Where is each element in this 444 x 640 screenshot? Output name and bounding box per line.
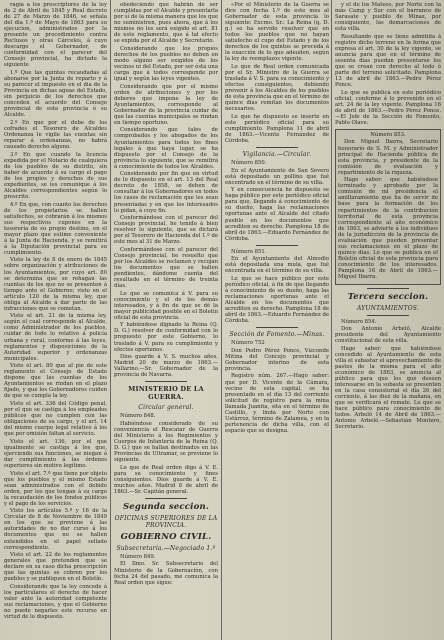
section-separator <box>256 245 298 246</box>
paragraph: Visto el art. 22 de los reglamentos generales que pretenden que se declare en su caso dicha prescripción que las quintas se cobren por los pueblos y se publiquen en el Boletín. <box>4 552 107 583</box>
paragraph: Lo que he dispuesto se inserte en este periódico oficial para su cumplimiento. Pamplona 11 de abril de 1863.—Vicente Fernández de Córdoba. <box>225 113 329 145</box>
paragraph: Considerando que por el mismo orden de atribuciones y por los deberes que impone la ley de Ayuntamientos, corresponde al Gobernador de la provincia cuidar de que las cuentas municipales se rindan en tiempo oportuno. <box>114 83 218 126</box>
paragraph: 1.º Que las quintas recaudadas al abonarse por la Junta de reparto y á su parecer el impuesto en el dia de la Provincia en dichas aguas del Estado, sin perjuicio de los derechos que conceden el acuerdo del Consejo provincial de esta provincia ó su Alcalde. <box>4 70 107 119</box>
paragraph: Don Pedro Pérez Ponce, Vizconde Mitina del Concejo provincial y Gobernador interino de esta provincia. <box>225 347 329 372</box>
notice-number: Número 853. <box>370 131 406 138</box>
paragraph: Conformándose con el parecer del Consejo provincial, he tenido á bien resolver lo siguiente, que se dictará por el Tesorero de Hacienda del 1.º de este mes al 31 de Marzo. <box>114 215 218 246</box>
paragraph: Registro núm. 267.—Hago saber: que por D. Vicente de la Cámara, vecino de esta capital, se ha presentado en el día 13 del corriente solicitud de registro para la mina llamada Juanita, sita en el término de Castillo, y linda por Norte con Ustárroz, término de Zalamea, y en la pertenencia de dicha villa, con el espacio que se designa. <box>225 373 329 434</box>
paragraph: En el Ayuntamiento de San Severo está depositado un pollino que fué encontrado en el término de su villa. <box>225 167 329 186</box>
paragraph: y el de los Mateos, por Norte con la más Camp y Sur con el barranco de Sarasate y pueblo de Minaz, por consiguiente, las demarcaciones de esta villa. <box>335 2 441 33</box>
paragraph: Considerando que tales de comprobados y los abogados de los Ayuntamientos para todos los fines legales á que haya lugar, se ha dispuesto por el Consejo de la provincia lo siguiente, que se remitirá á conocimiento de todos los Alcaldes. <box>114 127 218 170</box>
paragraph: Visto el art. 336 del Código penal, por el que se castiga á los empleados públicos que no cumplen con las obligaciones de su cargo, y el art. 14 del mismo cuerpo legal relativo á los que por omisión faltan al servicio. <box>4 401 107 438</box>
section-heading: Vigilancia.—Circular. <box>242 151 312 159</box>
paragraph: Número 851. <box>231 248 267 255</box>
column-rule <box>221 0 222 640</box>
paragraph: El Ilmo. Sr. Subsecretario del Ministerio de la Gobernación, con fecha 24 del pasado, me comunica la Real orden que sigue: <box>114 561 218 586</box>
paragraph: 4.º En que, con cuanto los derechos de los propietarios se hallen satisfechos, se cobrarán á los mismos sus respectivos cupones en la tesorería de su propio destino, en el mayor plazo que estime conveniente á la Junta de Hacienda, y se remitirá á la Diputación provincial para su cumplimiento. <box>4 201 107 256</box>
column-2 <box>114 2 218 640</box>
paragraph: Lo que se publica en este periódico oficial, conforme á lo prevenido en el art. 24 de la ley vigente. Pamplona 16 de abril de 1863.—Pedro Pérez Ponce.—El Jefe de la Sección de Fomento, Pablo Olave. <box>335 89 441 126</box>
paragraph: Número 854. <box>341 318 377 325</box>
section-heading: AYUNTAMIENTOS. <box>356 304 420 312</box>
section-heading: Subsecretaría.—Negociado 1.º <box>116 544 216 552</box>
paragraph: Hago saber: que habiéndose terminado y aprobado por la comisión de mi presidencia el amillaramiento que ha de servir de base para la formación de los repartimientos de la contribución territorial de esta provincia correspondiente al año económico de 1863, se advierte á los individuos de la jurisdicción de la provincia de evaluación que pueden presentar sus reclamaciones en el plazo de quince días. Lo que se publica en el Boletín oficial de esta provincia para conocimiento de los interesados. Pamplona 16 de Abril de 1863.—Miguel Ibarra. <box>338 177 438 281</box>
section-separator <box>256 147 298 148</box>
paragraph: ragia a los prescriptores de la ley de 2 de Abril de 1845 y Real decreto de 27 de Marzo de 1846, se señala del dia 1.º de Mayo de 1863 para su ejecucion, administrados por la presente un procedimiento contra Reclusos y otras Cárceles, á cuyo descargo el Gobernador, de conformidad con el parecer del Consejo provincial, ha dictado la siguiente <box>4 2 107 69</box>
paragraph: Visto los artículos 5.º y 16 de la Circular de 8 de Noviembre de 1849 en los que se previene á las autoridades de no dar curso á los documentos que no se hallen extendidos en el papel sellado correspondiente. <box>4 508 107 551</box>
paragraph: Considerando que los propios derechos de los pueblos no deben en modo alguno ser exigidos de los vecinos ni del Estado, por ser ésta una carga que á todos corresponde por igual y según las leyes vigentes. <box>114 45 218 83</box>
paragraph: Hago saber: que habiéndose concedido al Ayuntamiento de esta villa el subastar el aprovechamiento de pastos de la misma para el año económico de 1863, se anuncia al público para que los que deseen interesarse en la subasta se presenten en la casa consistorial el día 26 del corriente, á las diez de la mañana, en que se verificará el remate. Lo que se hace público para conocimiento de todos. Arbeló 14 de Abril de 1863.—Antonio Arbeló.—Sebastián Montero, Secretario. <box>335 345 441 431</box>
section-heading: GOBIERNO CIVIL. <box>120 531 212 542</box>
paragraph: Número 849. <box>120 553 156 560</box>
notice-box <box>335 129 441 285</box>
section-heading: OFICINAS SUPERIORES DE LA PROVINCIA. <box>114 514 218 529</box>
paragraph: Considerando que la ley concede á los particulares el derecho de hacer valer ante la autoridad competente sus reclamaciones, y que el Gobierno no puede negarles este recurso en virtud de lo dispuesto. <box>4 583 107 621</box>
column-rule <box>110 0 111 640</box>
section-heading: Tercera seccion. <box>347 291 429 302</box>
paragraph: Habiéndose considerado de su conveniencia el Rescatar de Guerra del Ministerio á los Regimientos y Cuerpos de Infantería de la Reina (Q. D. G.) que se hallan destinados en las Provincias de Ultramar, se previene lo siguiente. <box>114 420 218 464</box>
paragraph: Visto la ley de 8 de enero de 1845 sobre organización y atribuciones de los Ayuntamientos, por cuyo art. 80 se determina que se rehagan las cuentas de los que no se presenten á tiempo ante el Gobierno; visto en el artículo 120 de la misma ley, que obliga al Alcalde á dar parte de las infracciones que se cometan. <box>4 257 107 312</box>
section-separator <box>367 315 409 316</box>
column-3 <box>225 2 329 640</box>
paragraph: 2.º En que por el debe de los cofrades el Tesorero de Alcaldes Ordenanza le vigile las cuentas sin reparar á ordenanzas, no habrá causado derecho alguno. <box>4 119 107 151</box>
section-separator <box>367 288 409 289</box>
paragraph: En el Ayuntamiento del Almodio está depositada una mula, que fué encontrada en el término de su villa. <box>225 256 329 275</box>
paragraph: 3.º En que cuando la licencia expedida por el Notario de cualquiera de los pueblos de su distrito, sin haber de acuerdo á su cargo el pago de los propios y derechos de sus expedientes, se les comunique á los Alcaldes correspondientes según lo prescrito. <box>4 151 107 200</box>
paragraph: Don Miguel Ibarra, Secretario honorario de S. M. y Administrador principal de Hacienda pública de esta provincia, y presidente de la comisión de evaluación y repartimiento de la riqueza. <box>338 139 438 176</box>
section-separator <box>256 327 298 328</box>
paragraph: Don Antonio Arbeló, Alcalde presidente del Ayuntamiento constitucional de esta villa. <box>335 326 441 345</box>
paragraph: Número 752 <box>231 340 265 347</box>
paragraph: Resultando que se tiene admitida á registro dicho terreno en la forma que expresa el art. 30 de la ley vigente, se anuncia para que en el término de sesenta días puedan presentarse los que se crean con derecho al todo ó parte del terreno solicitado. Pamplona 13 de abril de 1863.—Pedro Pérez Ponce. <box>335 33 441 89</box>
section-heading: Segunda seccion. <box>122 501 210 512</box>
paragraph: Visto el art. 136, por el que igualmente se castiga á los que, ejerciendo sus funciones, se niegan á dar cumplimiento á las órdenes superiores sin motivo legítimo. <box>4 438 107 469</box>
paragraph: Visto el art. 7.º que tiene por objeto que los pueblos y el mismo Estado sean administrados con el debido orden, por los que tengan á su cargo la recaudación de los fondos públicos y el pago de los servicios. <box>4 470 107 507</box>
paragraph: Dios guarde á V. S. muchos años. Madrid 20 de marzo de 1863.—Vallarino.—Sr. Gobernador de la provincia de Navarra. <box>114 354 218 379</box>
paragraph: Y en consecuencia he dispuesto se haga público por este periódico oficial para que, llegando á conocimiento de su dueño, haga las reclamaciones oportunas ante el Alcalde del citado pueblo en los documentos que acrediten su derecho. Pamplona 18 de abril de 1863.—Eduardo Fernández de Córdoba. <box>225 187 329 242</box>
paragraph: Lo que se comunica á V. para su conocimiento y el de los demás interesados, y á fin de que se dé la mayor publicidad posible en el Boletín oficial de esta provincia. <box>114 290 218 321</box>
paragraph: Conformándose con el parecer del Consejo provincial, he resuelto que por los Alcaldes se reclamen y recojan los documentos que se hallen pendientes, dándome cuenta del resultado en el término de treinta días. <box>114 246 218 290</box>
section-heading: MINISTERIO DE LA GUERRA. <box>128 385 204 402</box>
paragraph: Lo que de Real orden comunicada por el Sr. Ministro de la Guerra se traslada á V. S. para su conocimiento y efectos consiguientes, debiendo prevenir á los Alcaldes de los pueblos de esta provincia que en el término de quince días remitan los documentos necesarios. <box>225 63 329 113</box>
column-rule <box>331 0 332 640</box>
section-separator <box>145 498 187 499</box>
paragraph: Visto el art. 80 que al pie de este reglamento el Consejo de Estado dispone que las cuentas de los Ayuntamientos se rindan en el plazo fijado, y que los Gobernadores cuiden de que se cumpla la ley. <box>4 363 107 400</box>
paragraph: Y habiéndose dignado la Reina (Q. D. G.) resolver de conformidad con lo propuesto por este Gobierno, lo traslado á V. para su cumplimiento y efectos oportunos. <box>114 322 218 353</box>
paragraph: Visto el art. 21 de la misma ley, según el cual corresponde al Alcalde, como Administrador de los pueblos, cuidar de todo lo relativo á policía urbana y rural, conforme á las leyes, reglamentos y disposiciones de la Autoridad superior y ordenanzas municipales. <box>4 313 107 362</box>
paragraph: Lo que de Real orden digo á V. E. para su conocimiento y fines consiguientes. Dios guarde á V. E. muchos años. Madrid 8 de abril de 1863.—Sr. Capitán general. <box>114 464 218 495</box>
paragraph: obedeciendo que habrán de ser cumplidas por el Alcalde y presentarla por sí de la misma manera que los que no suministren, pues ahora, que á los mismos no les será exigido el art. 81 de este reglamento, que á tal efecto se expida por el Alcalde y Secretario. <box>114 2 218 45</box>
paragraph: «Por el Ministerio de la Guerra se dice con fecha 1.º de este mes al Gobernador de esta provincia lo siguiente: Excmo. Sr.: La Reina (q. D. g.) se ha servido resolver que en todos los pueblos que no hayan satisfecho el cupo del Estado y de los derechos de los quintos se proceda á la exacción de lo que adeuden, según la ley de reemplazos vigente. <box>225 2 329 63</box>
paragraph: Considerando por fin que en virtud de lo dispuesto en el art. 13 del Real decreto de 1858, se deben de consultar á los Gobernadores en todos los casos de reclamación que les sean presentadas y en que los interesados lo pidan, á cuyo fin. <box>114 171 218 214</box>
section-heading: Circular general. <box>138 404 194 412</box>
paragraph: Lo que se hace público por este periódico oficial, á fin de que llegando á conocimiento de su dueño, haga las reclamaciones oportunas ante el Alcalde en los documentos que acrediten su derecho. Pamplona 18 de abril de 1863.—Eduardo Fernández de Córdoba. <box>225 275 329 325</box>
column-1 <box>4 2 107 640</box>
paragraph: Número 850. <box>231 160 267 167</box>
section-separator <box>145 381 187 382</box>
column-4 <box>335 2 441 640</box>
paragraph: Número 848. <box>120 413 156 420</box>
section-heading: Sección de Fomento.—Minas. <box>229 331 325 339</box>
